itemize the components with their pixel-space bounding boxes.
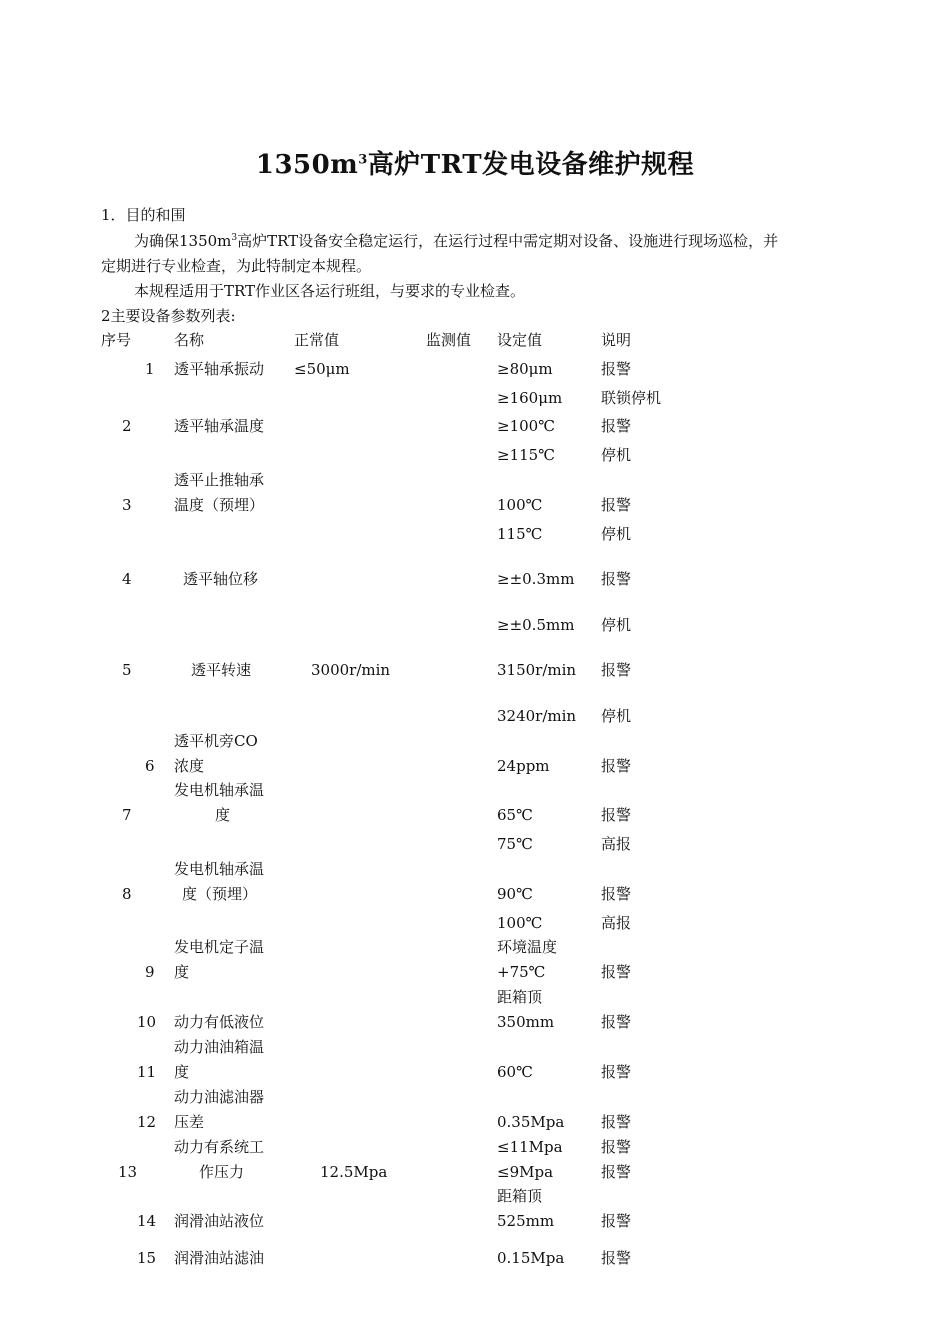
row-6-seq: 6 xyxy=(145,757,155,775)
row-1-name: 透平轴承振动 xyxy=(174,360,265,378)
p1-suffix: 高炉TRT设备安全稳定运行，在运行过程中需定期对设备、设施进行现场巡检，并 xyxy=(237,232,779,250)
row-13-normal: 12.5Mpa xyxy=(320,1163,388,1181)
row-9-name-line-1: 发电机定子温 xyxy=(174,938,265,956)
row-9-name-line-2: 度 xyxy=(174,963,190,981)
row-6-setting-1: 24ppm xyxy=(497,757,550,775)
row-9-setting-1: +75℃ xyxy=(497,963,546,981)
row-15-note-1: 报警 xyxy=(601,1249,632,1267)
row-7-note-2: 高报 xyxy=(601,835,632,853)
row-3-seq: 3 xyxy=(122,496,132,514)
row-8-name-line-1: 发电机轴承温 xyxy=(174,860,265,878)
row-2-setting-2: ≥115℃ xyxy=(497,446,555,464)
row-2-seq: 2 xyxy=(122,417,132,435)
header-seq: 序号 xyxy=(101,331,132,349)
row-5-normal: 3000r/min xyxy=(311,661,391,679)
row-13-note-2: 报警 xyxy=(601,1163,632,1181)
row-13-name-line-1: 动力有系统工 xyxy=(174,1138,265,1156)
row-6-note-1: 报警 xyxy=(601,757,632,775)
header-setting: 设定值 xyxy=(497,331,543,349)
row-10-setting-prefix: 距箱顶 xyxy=(497,988,543,1006)
row-7-name-line-2: 度 xyxy=(215,806,231,824)
row-5-setting-2: 3240r/min xyxy=(497,707,577,725)
section-1-paragraph-1-line-1 xyxy=(134,231,778,251)
row-11-seq: 11 xyxy=(137,1063,157,1081)
row-4-note-1: 报警 xyxy=(601,570,632,588)
row-15-seq: 15 xyxy=(137,1249,157,1267)
row-2-note-2: 停机 xyxy=(601,446,632,464)
title-prefix: 1350m xyxy=(255,150,359,180)
row-13-setting-1: ≤11Mpa xyxy=(497,1138,563,1156)
row-12-name-line-1: 动力油滤油器 xyxy=(174,1088,265,1106)
row-8-seq: 8 xyxy=(122,885,132,903)
row-7-setting-1: 65℃ xyxy=(497,806,533,824)
row-14-note-1: 报警 xyxy=(601,1212,632,1230)
row-3-note-1: 报警 xyxy=(601,496,632,514)
row-13-setting-2: ≤9Mpa xyxy=(497,1163,554,1181)
row-13-seq: 13 xyxy=(118,1163,138,1181)
header-monitor: 监测值 xyxy=(426,331,472,349)
row-9-seq: 9 xyxy=(145,963,155,981)
row-2-note-1: 报警 xyxy=(601,417,632,435)
row-4-note-2: 停机 xyxy=(601,616,632,634)
row-1-normal: ≤50μm xyxy=(294,360,350,378)
row-3-note-2: 停机 xyxy=(601,525,632,543)
row-12-setting-1: 0.35Mpa xyxy=(497,1113,565,1131)
row-13-name-line-2: 作压力 xyxy=(199,1163,245,1181)
row-11-setting-1: 60℃ xyxy=(497,1063,533,1081)
row-8-setting-2: 100℃ xyxy=(497,914,543,932)
row-8-note-1: 报警 xyxy=(601,885,632,903)
section-1-heading: 1．目的和围 xyxy=(101,206,186,224)
row-14-seq: 14 xyxy=(137,1212,157,1230)
row-6-name-line-2: 浓度 xyxy=(174,757,205,775)
row-8-name-line-2: 度（预埋） xyxy=(182,885,258,903)
row-5-note-1: 报警 xyxy=(601,661,632,679)
row-9-setting-prefix: 环境温度 xyxy=(497,938,558,956)
row-8-setting-1: 90℃ xyxy=(497,885,533,903)
row-8-note-2: 高报 xyxy=(601,914,632,932)
row-14-setting-1: 525mm xyxy=(497,1212,555,1230)
document-title xyxy=(0,144,950,181)
row-5-seq: 5 xyxy=(122,661,132,679)
row-1-note-1: 报警 xyxy=(601,360,632,378)
row-10-name: 动力有低液位 xyxy=(174,1013,265,1031)
row-4-setting-2: ≥±0.5mm xyxy=(497,616,575,634)
row-12-note-1: 报警 xyxy=(601,1113,632,1131)
row-11-note-1: 报警 xyxy=(601,1063,632,1081)
row-3-name-line-1: 透平止推轴承 xyxy=(174,471,265,489)
row-1-seq: 1 xyxy=(145,360,155,378)
row-10-setting-1: 350mm xyxy=(497,1013,555,1031)
row-15-setting-1: 0.15Mpa xyxy=(497,1249,565,1267)
row-13-note-1: 报警 xyxy=(601,1138,632,1156)
section-1-paragraph-2: 本规程适用于TRT作业区各运行班组，与要求的专业检查。 xyxy=(134,282,526,300)
row-9-note-1: 报警 xyxy=(601,963,632,981)
title-superscript: 3 xyxy=(358,152,368,168)
section-2-heading: 2主要设备参数列表: xyxy=(101,307,236,325)
row-5-setting-1: 3150r/min xyxy=(497,661,577,679)
row-3-setting-1: 100℃ xyxy=(497,496,543,514)
header-normal: 正常值 xyxy=(294,331,340,349)
row-10-seq: 10 xyxy=(137,1013,157,1031)
p1-prefix: 为确保1350m xyxy=(134,232,232,250)
header-name: 名称 xyxy=(174,331,205,349)
row-12-seq: 12 xyxy=(137,1113,157,1131)
row-4-name: 透平轴位移 xyxy=(183,570,259,588)
row-6-name-line-1: 透平机旁CO xyxy=(174,732,258,750)
row-2-setting-1: ≥100℃ xyxy=(497,417,555,435)
row-5-name: 透平转速 xyxy=(191,661,252,679)
row-11-name-line-2: 度 xyxy=(174,1063,190,1081)
row-1-setting-1: ≥80μm xyxy=(497,360,553,378)
row-4-seq: 4 xyxy=(122,570,132,588)
row-10-note-1: 报警 xyxy=(601,1013,632,1031)
row-7-seq: 7 xyxy=(122,806,132,824)
title-suffix: 高炉TRT发电设备维护规程 xyxy=(367,150,695,180)
row-5-note-2: 停机 xyxy=(601,707,632,725)
row-3-setting-2: 115℃ xyxy=(497,525,543,543)
row-7-name-line-1: 发电机轴承温 xyxy=(174,781,265,799)
row-12-name-line-2: 压差 xyxy=(174,1113,205,1131)
row-4-setting-1: ≥±0.3mm xyxy=(497,570,575,588)
row-15-name: 润滑油站滤油 xyxy=(174,1249,265,1267)
row-1-note-2: 联锁停机 xyxy=(601,389,662,407)
row-3-name-line-2: 温度（预埋） xyxy=(174,496,265,514)
row-14-name: 润滑油站液位 xyxy=(174,1212,265,1230)
row-2-name: 透平轴承温度 xyxy=(174,417,265,435)
row-7-setting-2: 75℃ xyxy=(497,835,533,853)
row-1-setting-2: ≥160μm xyxy=(497,389,563,407)
row-14-setting-prefix: 距箱顶 xyxy=(497,1187,543,1205)
header-note: 说明 xyxy=(601,331,632,349)
p1-sup: 3 xyxy=(231,233,238,243)
section-1-paragraph-1-line-2: 定期进行专业检查，为此特制定本规程。 xyxy=(101,257,372,275)
row-11-name-line-1: 动力油油箱温 xyxy=(174,1038,265,1056)
row-7-note-1: 报警 xyxy=(601,806,632,824)
